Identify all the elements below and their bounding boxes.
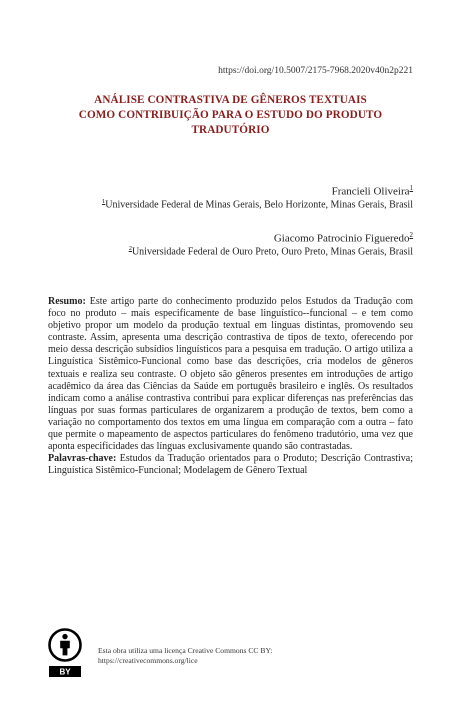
abstract-block — [48, 296, 413, 477]
affiliation-mark: 1 — [102, 198, 106, 205]
keywords-text: Estudos da Tradução orientados para o Produto; Descrição Contrastiva; Linguística Sistêmico-Funcional; Modelagem de Gênero Textual — [48, 453, 414, 477]
affiliation-text: Universidade Federal de Ouro Preto, Ouro Preto, Minas Gerais, Brasil — [131, 246, 413, 258]
doi-link[interactable]: https://doi.org/10.5007/2175-7968.2020v40n2p221 — [218, 66, 413, 76]
title-line: TRADUTÓRIO — [191, 124, 270, 136]
author-name: Francieli Oliveira — [331, 185, 410, 198]
abstract-text: Este artigo parte do conhecimento produzido pelos Estudos da Tradução com foco no produto – mais especificamente de base linguístico--funcional – e tem como objetivo propor um modelo da produção textual em línguas distintas, promovendo seu contraste. Assim, apresenta uma descrição contrastiva de tipos de texto, oferecendo por meio dessa descrição subsídios linguísticos para a pesquisa em tradução. O artigo utiliza a Linguística Sistêmico-Funcional como base das descrições, cria modelos de gêneros textuais e realiza seu contraste. O objeto são gêneros presentes em introduções de artigo acadêmico da área das Ciências da Saúde em português brasileiro e inglês. Os resultados indicam como a análise contrastiva contribui para explicar diferenças nas preferências das línguas por suas formas particulares de organizarem a produção de textos, bem como a variação no comportamento dos textos em uma língua em comparação com a outra – fato que permite o mapeamento de aspectos particulares do fenômeno tradutório, uma vez que aponta especificidades das línguas exclusivamente quando são contrastadas. — [48, 296, 413, 453]
affiliation-2 — [129, 242, 413, 258]
abstract-label: Resumo: — [48, 296, 86, 307]
title-line: COMO CONTRIBUIÇÃO PARA O ESTUDO DO PRODUTO — [78, 109, 383, 121]
affiliation-text: Universidade Federal de Minas Gerais, Belo Horizonte, Minas Gerais, Brasil — [105, 199, 413, 211]
author-name: Giacomo Patrocinio Figueredo — [273, 232, 410, 245]
paper-title — [48, 93, 413, 138]
license-text — [98, 646, 272, 666]
affiliation-1 — [102, 195, 413, 211]
license-line: Esta obra utiliza uma licença Creative Commons CC BY: — [98, 646, 273, 655]
license-url[interactable]: https://creativecommons.org/lice — [98, 656, 198, 665]
cc-badge-label: BY — [59, 667, 71, 677]
keywords-label: Palavras-chave: — [48, 453, 117, 465]
license-block — [48, 628, 413, 678]
abstract-paragraph — [48, 296, 413, 453]
cc-by-icon[interactable] — [48, 628, 82, 678]
affiliation-mark: 2 — [128, 245, 132, 252]
title-line: ANÁLISE CONTRASTIVA DE GÊNEROS TEXTUAIS — [94, 94, 367, 106]
keywords-paragraph — [48, 453, 413, 477]
author-mark[interactable]: 2 — [409, 231, 413, 239]
author-mark[interactable]: 1 — [409, 184, 413, 192]
